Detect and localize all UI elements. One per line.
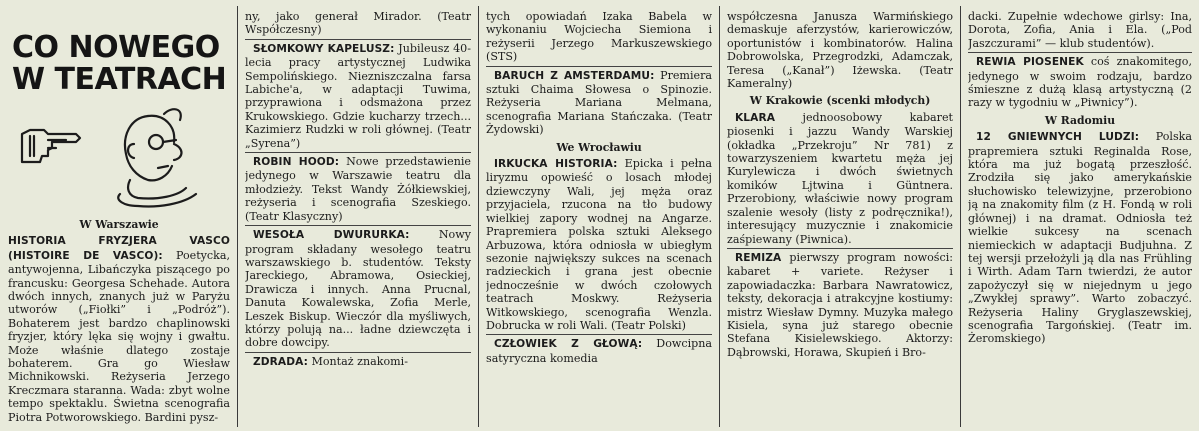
listing-klara	[727, 111, 953, 246]
listing-text: Nowe przedstawienie jedynego w Warszawie teatru dla młodzieży. Tekst Wandy Żółkiewskiej, reżyseria i scenografia Szeskiego. (Teatr Klasyczny)	[245, 155, 471, 223]
listing-text: coś znakomitego, jedynego w swoim rodzaju, bardzo śmieszne z dużą klasą artystyczną (2 razy w tygodniu w „Piwnicy”).	[968, 55, 1192, 110]
city-heading-krakow: W Krakowie (scenki młodych)	[749, 94, 931, 108]
entry-separator	[486, 334, 712, 335]
entry-separator	[968, 52, 1192, 53]
listing-text: jednoosobowy kabaret piosenki i jazzu Wandy Warskiej (okładka „Przekroju” Nr 781) z towarzyszeniem kwartetu męża jej Kurylewicza i dwóch świetnych komików Ljtwina i Güntnera. Przerobiony, właściwie nowy program szalenie wesoły (listy z podręcznika!), interesujący muzycznie i znakomicie zaśpiewany (Piwnica).	[727, 110, 953, 246]
listing-text: Nowy program składany wesołego teatru warszawskiego b. studentów. Teksty Jareckiego, Abramowa, Osieckiej, Drawicza i innych. Anna Prucnal, Danuta Kowalewska, Zofia Merle, Leszek Biskup. Wieczór dla myśliwych, którzy polują na... ładne dziewczęta i dobre dowcipy.	[245, 228, 471, 350]
city-heading-warszawa: W Warszawie	[79, 218, 159, 231]
listing-text: Poetycka, antywojenna, Libańczyka piszącego po francusku: Georgesa Schehade. Autora dwóch innych, znanych już w Paryżu utworów („Fiołki” i „Podróż”). Bohaterem jest bardzo chaplinowski fryzjer, który lęka się wojny i gwałtu. Może właśnie dlatego zostaje bohaterem. Gra go Wiesław Michnikowski. Reżyseria Jerzego Kreczmara staranna. Wada: zbyt wolne tempo spektaklu. Świetna scenografia Piotra Potworowskiego. Bardini pysz-	[8, 248, 230, 424]
column-rule	[478, 6, 479, 427]
listing-slomkowy-kapelusz	[245, 42, 471, 150]
section-title	[12, 32, 230, 96]
listing-title: IRKUCKA HISTORIA:	[494, 158, 618, 171]
listing-title: SŁOMKOWY KAPELUSZ:	[253, 42, 395, 55]
entry-separator	[727, 248, 953, 249]
listing-robin-hood	[245, 155, 471, 223]
listing-wesola-dwururka	[245, 228, 471, 350]
column-4	[727, 10, 953, 425]
listing-text: Dowcipna satyryczna komedia	[486, 337, 712, 365]
listing-zdrada	[245, 355, 471, 369]
continued-text: współczesna Janusza Warmińskiego demaskuje aferzystów, karierowiczów, oportunistów i kombinatorów. Halina Dobrowolska, Przegrodzki, Adamczak, Teresa („Kanał”) Iżewska. (Teatr Kameralny)	[727, 10, 953, 91]
entry-separator	[245, 225, 471, 226]
title-line-2: W TEATRACH	[12, 62, 227, 97]
entry-separator	[245, 39, 471, 40]
column-rule	[719, 6, 720, 427]
continued-text: dacki. Zupełnie wdechowe girlsy: Ina, Dorota, Zofia, Ania i Ela. („Pod Jaszczurami” — klub studentów).	[968, 10, 1192, 50]
listing-irkucka-historia	[486, 157, 712, 332]
column-rule	[237, 6, 238, 427]
column-1	[8, 10, 230, 425]
city-heading-radom: W Radomiu	[1044, 113, 1116, 127]
title-line-1: CO NOWEGO	[12, 30, 220, 65]
continued-text: tych opowiadań Izaka Babela w wykonaniu Wojciecha Siemiona i reżyserii Jerzego Markuszewskiego (STS)	[486, 10, 712, 64]
listing-text: Jubileusz 40-lecia pracy artystycznej Ludwika Sempolińskiego. Niezniszczalna farsa Labiche'a, w adaptacji Tuwima, przyprawiona i odsmażona przez Krukowskiego. Gdzie kucharzy trzech... Kazimierz Rudzki w roli głównej. (Teatr „Syrena”)	[245, 41, 471, 150]
listing-baruch	[486, 69, 712, 137]
pointing-hand-and-face-icon	[8, 96, 230, 214]
listing-title: KLARA	[735, 111, 776, 124]
listing-title: HISTORIA FRYZJERA VASCO (HISTOIRE DE VASCO):	[8, 235, 230, 262]
listing-text: Montaż znakomi-	[307, 354, 408, 368]
listing-title: 12 GNIEWNYCH LUDZI:	[976, 131, 1140, 144]
continued-text: ny, jako generał Mirador. (Teatr Współczesny)	[245, 10, 471, 37]
entry-separator	[245, 152, 471, 153]
listing-remiza	[727, 251, 953, 359]
listing-title: BARUCH Z AMSTERDAMU:	[494, 69, 655, 82]
column-2	[245, 10, 471, 425]
listing-title: WESOŁA DWURURKA:	[253, 229, 410, 242]
listing-text: pierwszy program nowości: kabaret + variete. Reżyser i zapowiadaczka: Barbara Nawratowicz, teksty, dekoracja i atrakcyjne kostiumy: mistrz Wiesław Dymny. Muzyka małego Kisiela, syna już starego obecnie Stefana Kisielewskiego. Aktorzy: Dąbrowski, Horawa, Skupień i Bro-	[727, 250, 953, 359]
listing-historia-fryzjera	[8, 234, 230, 424]
listing-title: REMIZA	[735, 251, 782, 264]
listing-title: ZDRADA:	[253, 355, 308, 368]
listing-rewia-piosenek	[968, 55, 1192, 110]
listing-title: CZŁOWIEK Z GŁOWĄ:	[494, 338, 643, 351]
column-rule	[960, 6, 961, 427]
listing-12-gniewnych-ludzi	[968, 130, 1192, 346]
city-heading-wroclaw: We Wrocławiu	[556, 140, 642, 154]
listing-text: Epicka i pełna liryzmu opowieść o losach młodej dziewczyny Wali, jej męża oraz przyjaciela, rzucona na tło budowy wielkiej zapory wodnej na Angarze. Prapremiera polska sztuki Aleksego Arbuzowa, która odniosła w ubiegłym sezonie największy sukces na scenach radzieckich i grana jest obecnie jednocześnie w dwóch czołowych teatrach Moskwy. Reżyseria Witkowskiego, scenografia Wenzla. Dobrucka w roli Wali. (Teatr Polski)	[486, 157, 712, 332]
entry-separator	[245, 352, 471, 353]
column-5	[968, 10, 1192, 425]
illustration	[8, 96, 230, 214]
listing-title: REWIA PIOSENEK	[976, 56, 1084, 69]
listing-czlowiek-z-glowa	[486, 337, 712, 365]
listing-text: Polska prapremiera sztuki Reginalda Rose, która ma już bogatą przeszłość. Zrodziła się jako amerykańskie słuchowisko telewizyjne, przerobiono ją na znakomity film (z H. Fondą w roli głównej) i na dramat. Odniosła też wielkie sukcesy na scenach niemieckich w adaptacji Budjuhna. Z tej wersji przełożyli ją dla nas Frühling i Wirth. Adam Tarn twierdzi, że autor zapożyczył się w niejednym u jego „Zwykłej sprawy”. Warto zobaczyć. Reżyseria Haliny Gryglaszewskiej, scenografia Targońskiej. (Teatr im. Żeromskiego)	[968, 130, 1192, 346]
listing-title: ROBIN HOOD:	[253, 156, 340, 169]
column-3	[486, 10, 712, 425]
listing-text: Premiera sztuki Chaima Słowesa o Spinozie. Reżyseria Mariana Melmana, scenografia Mariana Stańczaka. (Teatr Żydowski)	[486, 68, 712, 137]
entry-separator	[486, 66, 712, 67]
